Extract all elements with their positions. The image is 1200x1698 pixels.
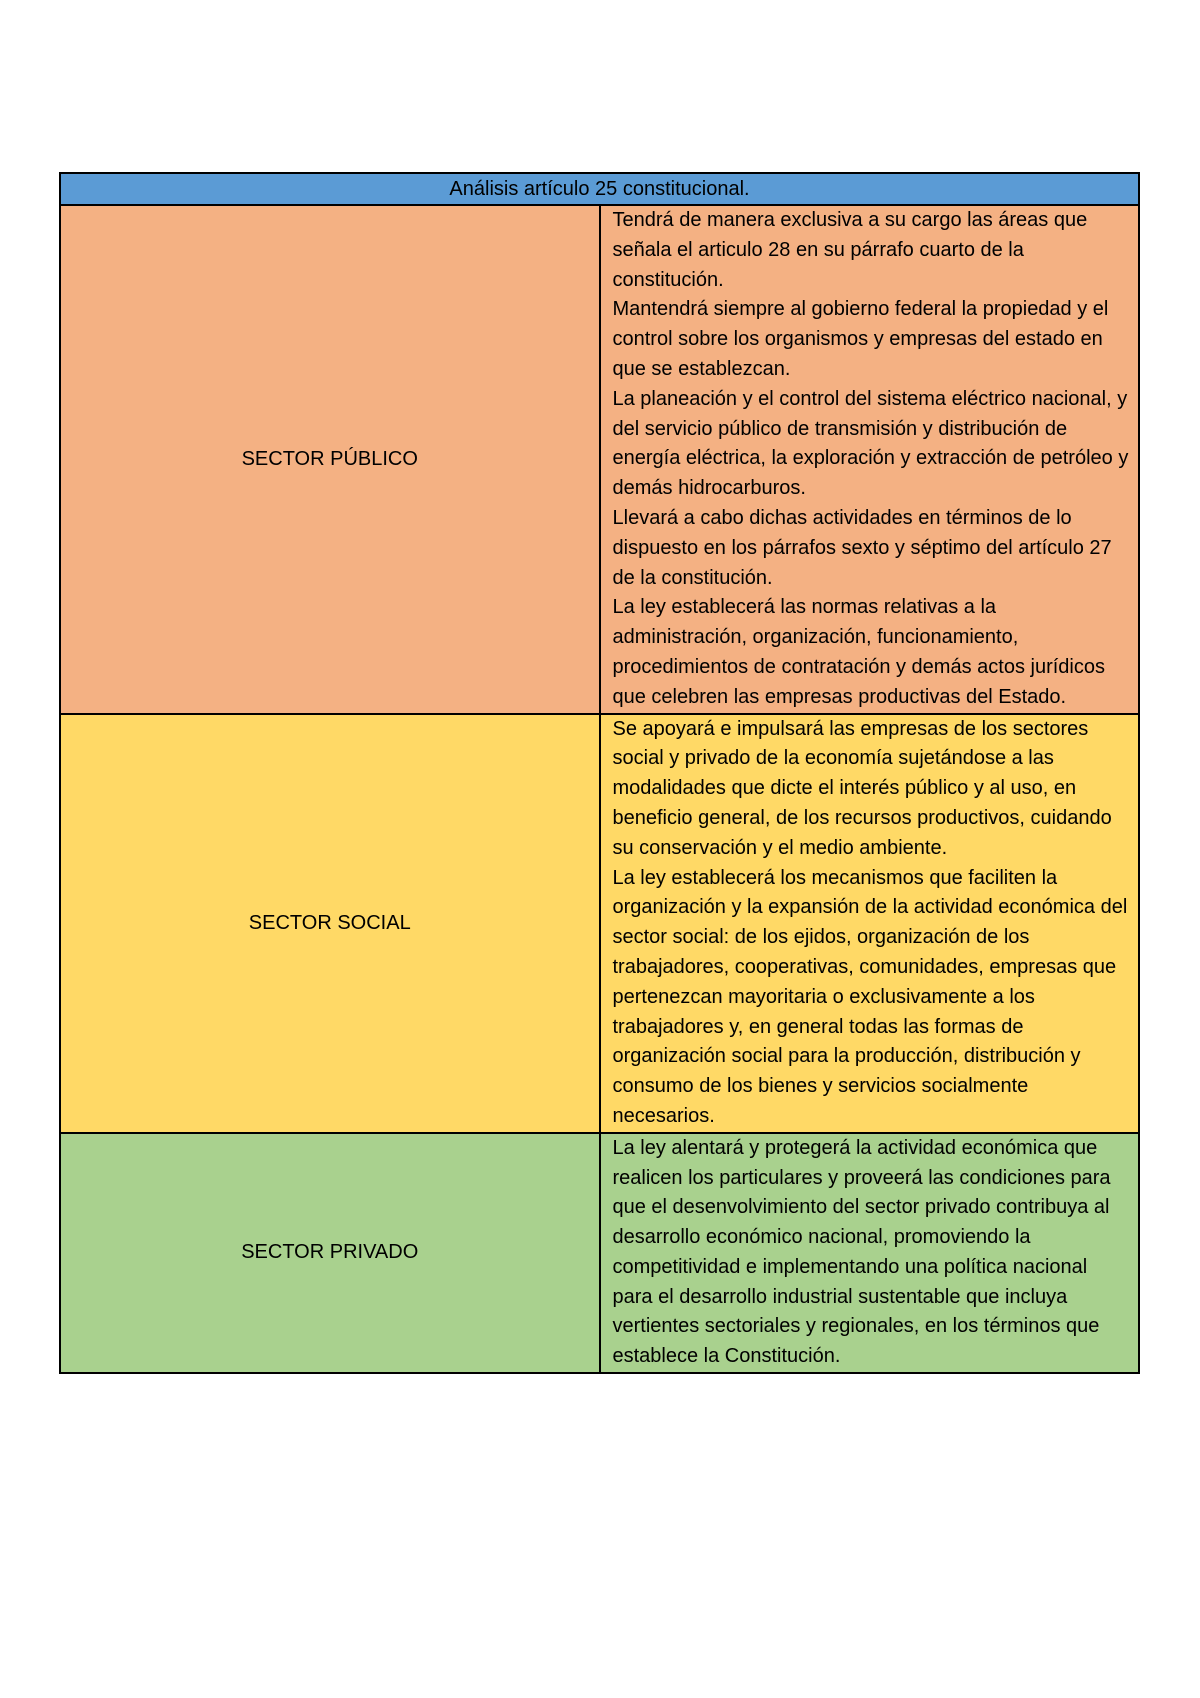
sector-social-label: SECTOR SOCIAL bbox=[60, 714, 600, 1133]
sector-publico-paragraph: Llevará a cabo dichas actividades en términos de lo dispuesto en los párrafos sexto y séptimo del artículo 27 de la constitución. bbox=[612, 506, 1112, 589]
sector-privado-content bbox=[600, 1133, 1140, 1373]
sector-publico-paragraph: Tendrá de manera exclusiva a su cargo las áreas que señala el articulo 28 en su párrafo cuarto de la constitución. bbox=[612, 209, 1088, 291]
sector-privado-row bbox=[60, 1133, 1139, 1373]
sector-publico-paragraph: La ley establecerá las normas relativas a la administración, organización, funcionamiento, procedimientos de contratación y demás actos jurídicos que celebren las empresas productivas del Estado. bbox=[612, 596, 1105, 708]
sector-privado-label: SECTOR PRIVADO bbox=[60, 1133, 600, 1373]
sector-privado-paragraph: La ley alentará y protegerá la actividad económica que realicen los particulares y proveerá las condiciones para que el desenvolvimiento del sector privado contribuya al desarrollo económico nacional, promoviendo la competitividad e implementando una política nacional para el desarrollo industrial sustentable que incluya vertientes sectoriales y regionales, en los términos que establece la Constitución. bbox=[612, 1136, 1111, 1368]
sector-publico-row bbox=[60, 205, 1139, 714]
sector-publico-content bbox=[600, 205, 1140, 714]
sector-social-content bbox=[600, 714, 1140, 1133]
sector-publico-label: SECTOR PÚBLICO bbox=[60, 205, 600, 714]
sector-social-paragraph: Se apoyará e impulsará las empresas de los sectores social y privado de la economía sujetándose a las modalidades que dicte el interés público y al uso, en beneficio general, de los recursos productivos, cuidando su conservación y el medio ambiente. bbox=[612, 717, 1112, 859]
sector-social-paragraph: La ley establecerá los mecanismos que faciliten la organización y la expansión de la actividad económica del sector social: de los ejidos, organización de los trabajadores, cooperativas, comunidades, empresas que pertenezcan mayoritaria o exclusivamente a los trabajadores y, en general todas las formas de organización social para la producción, distribución y consumo de los bienes y servicios socialmente necesarios. bbox=[612, 866, 1128, 1127]
article-25-analysis-table bbox=[59, 172, 1140, 1374]
sector-publico-paragraph: La planeación y el control del sistema eléctrico nacional, y del servicio público de transmisión y distribución de energía eléctrica, la exploración y extracción de petróleo y demás hidrocarburos. bbox=[612, 387, 1129, 500]
sector-social-row bbox=[60, 714, 1139, 1133]
table-title: Análisis artículo 25 constitucional. bbox=[60, 173, 1139, 205]
table-title-row bbox=[60, 173, 1139, 205]
sector-publico-paragraph: Mantendrá siempre al gobierno federal la propiedad y el control sobre los organismos y empresas del estado en que se establezcan. bbox=[612, 298, 1109, 380]
